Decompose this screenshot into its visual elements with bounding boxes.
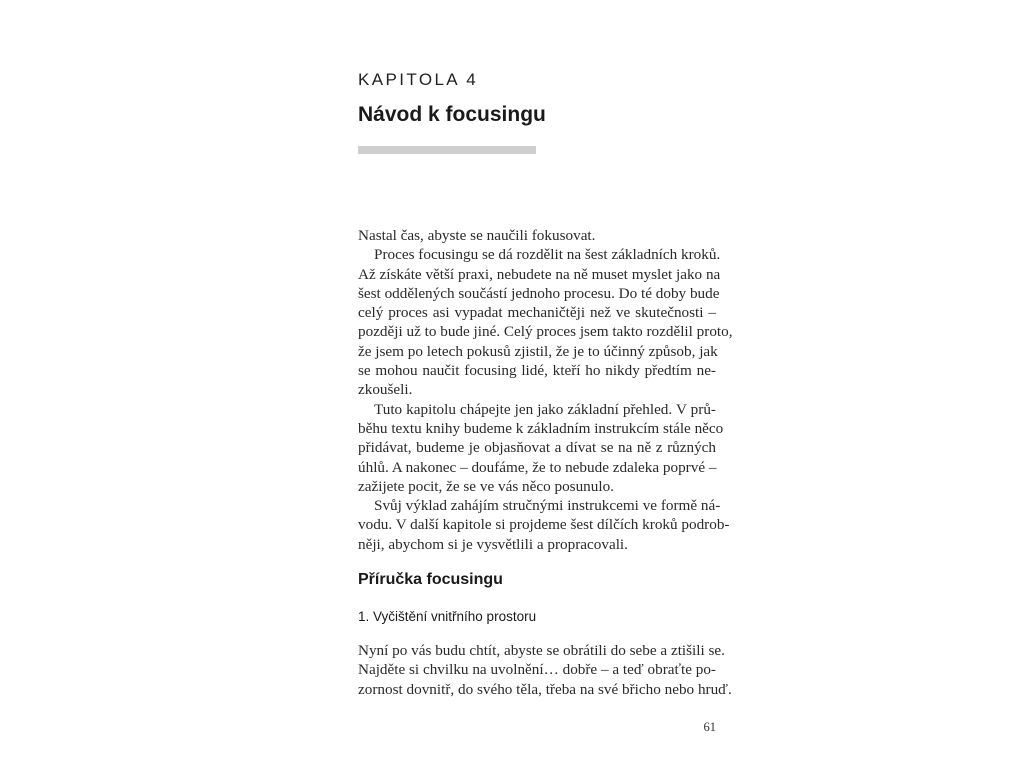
text-line: Tuto kapitolu chápejte jen jako základní přehled. V prů-: [374, 400, 716, 418]
text-line: Proces focusingu se dá rozdělit na šest základních kroků.: [374, 246, 721, 264]
text-line: Až získáte větší praxi, nebudete na ně muset myslet jako na: [358, 265, 721, 283]
text-line: něji, abychom si je vysvětlili a propracovali.: [358, 535, 628, 553]
text-line: Nyní po vás budu chtít, abyste se obrátili do sebe a ztišili se.: [358, 642, 725, 659]
subsection-heading: 1. Vyčištění vnitřního prostoru: [358, 609, 537, 624]
text-line: přidávat, budeme je objasňovat a dívat se na ně z různých: [358, 439, 716, 457]
text-line: vodu. V další kapitole si projdeme šest dílčích kroků podrob-: [358, 516, 730, 534]
chapter-title: Návod k focusingu: [358, 103, 546, 126]
text-line: zornost dovnitř, do svého těla, třeba na své břicho nebo hruď.: [358, 680, 732, 698]
text-line: Svůj výklad zahájím stručnými instrukcemi ve formě ná-: [374, 497, 721, 515]
section-heading: Příručka focusingu: [358, 571, 503, 588]
title-underline-bar: [358, 146, 536, 154]
text-line: celý proces asi vypadat mechaničtěji než ve skutečnosti –: [358, 304, 716, 322]
page-number: 61: [703, 720, 716, 734]
text-line: Najděte si chvilku na uvolnění… dobře – a teď obraťte po-: [358, 661, 716, 679]
text-line: Nastal čas, abyste se naučili fokusovat.: [358, 227, 596, 244]
section-text: [358, 641, 732, 699]
chapter-label: KAPITOLA 4: [358, 70, 479, 89]
text-line: úhlů. A nakonec – doufáme, že to nebude zdaleka poprvé –: [358, 458, 717, 476]
intro-text: [358, 226, 733, 554]
text-line: zkoušeli.: [358, 381, 413, 399]
text-line: šest oddělených součástí jednoho procesu. Do té doby bude: [358, 284, 720, 302]
text-line: se mohou naučit focusing lidé, kteří ho nikdy předtím ne-: [358, 362, 716, 380]
text-line: zažijete pocit, že se ve vás něco posunulo.: [358, 477, 614, 495]
text-line: později už to bude jiné. Celý proces jsem takto rozdělil proto,: [358, 323, 733, 341]
text-line: že jsem po letech pokusů zjistil, že je to účinný způsob, jak: [358, 342, 718, 360]
text-line: běhu textu knihy budeme k základním instrukcím stále něco: [358, 419, 724, 437]
